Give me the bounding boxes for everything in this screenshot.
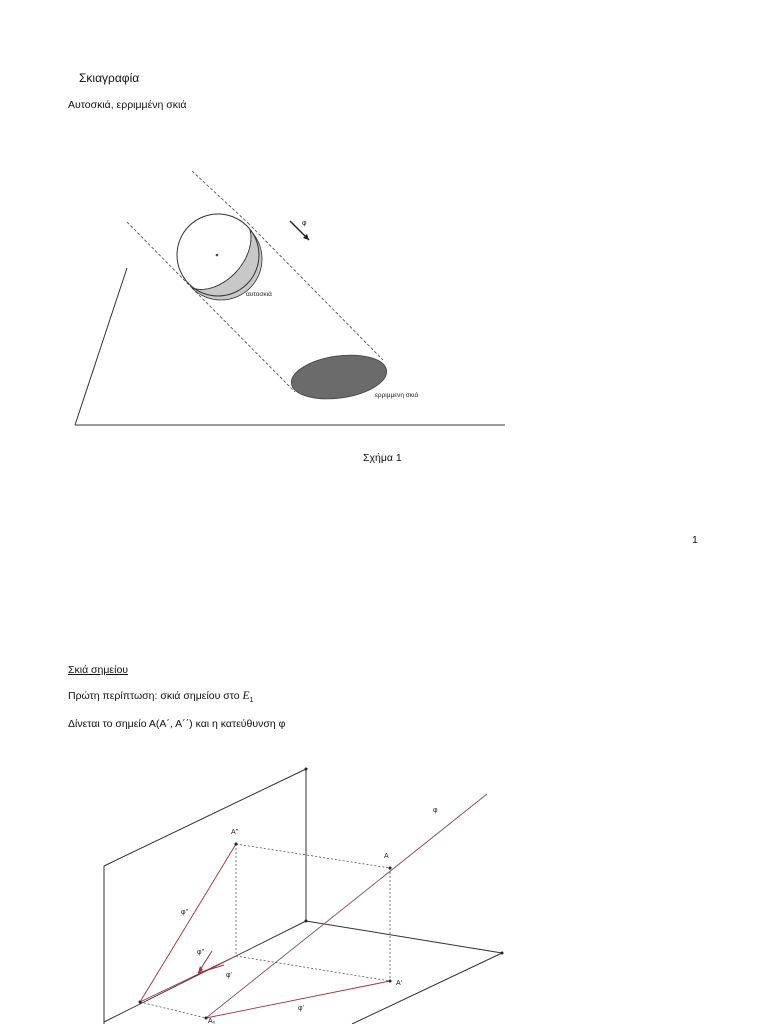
figure-caption: Σχήμα 1: [363, 452, 402, 464]
page-subtitle: Αυτοσκιά, ερριμμένη σκιά: [68, 99, 187, 111]
case-symbol: E: [242, 690, 250, 702]
point-a: [389, 867, 392, 870]
case-subscript: 1: [249, 697, 254, 705]
label-cast-shadow: ερριμμενη σκιά: [375, 392, 419, 399]
ground-line: [104, 921, 306, 1022]
projector-a2-a: [236, 844, 390, 868]
vplane-top-edge: [104, 769, 306, 866]
label-self-shadow: αυτοσκιά: [246, 291, 272, 298]
label-phi1: φ': [226, 972, 232, 979]
label-a0: A₀: [208, 1018, 216, 1024]
label-a2: A'': [231, 829, 239, 836]
point-a2: [235, 843, 238, 846]
hplane-back-edge: [306, 921, 502, 953]
label-a1: A': [396, 980, 403, 987]
point-a-shadow-v: [139, 1001, 142, 1004]
projector-ground: [236, 956, 390, 981]
point-origin: [305, 920, 308, 923]
phi2-line: [140, 844, 236, 1002]
label-phi1b: φ': [298, 1005, 304, 1012]
page-number: 1: [692, 534, 698, 546]
label-phi2: φ'': [181, 909, 189, 916]
section-heading: Σκιά σημείου: [68, 664, 129, 676]
point-vplane-corner: [305, 768, 308, 771]
projector-a0: [140, 1002, 206, 1018]
phi-line: [206, 794, 487, 1018]
page-title: Σκιαγραφία: [79, 71, 140, 85]
label-phi: φ: [433, 807, 438, 814]
point-hplane-corner: [501, 952, 504, 955]
label-a: A: [384, 853, 389, 860]
label-phi2b: φ'': [197, 949, 205, 956]
phi1-line-b: [206, 981, 390, 1018]
label-phi: φ: [302, 220, 307, 227]
case-prefix: Πρώτη περίπτωση: σκιά σημείου στο: [68, 690, 240, 702]
hplane-right-edge: [352, 953, 502, 1024]
given-line: Δίνεται το σημείο Α(Α΄, Α΄΄) και η κατεύθυνση φ: [68, 718, 286, 730]
point-a1: [389, 980, 392, 983]
